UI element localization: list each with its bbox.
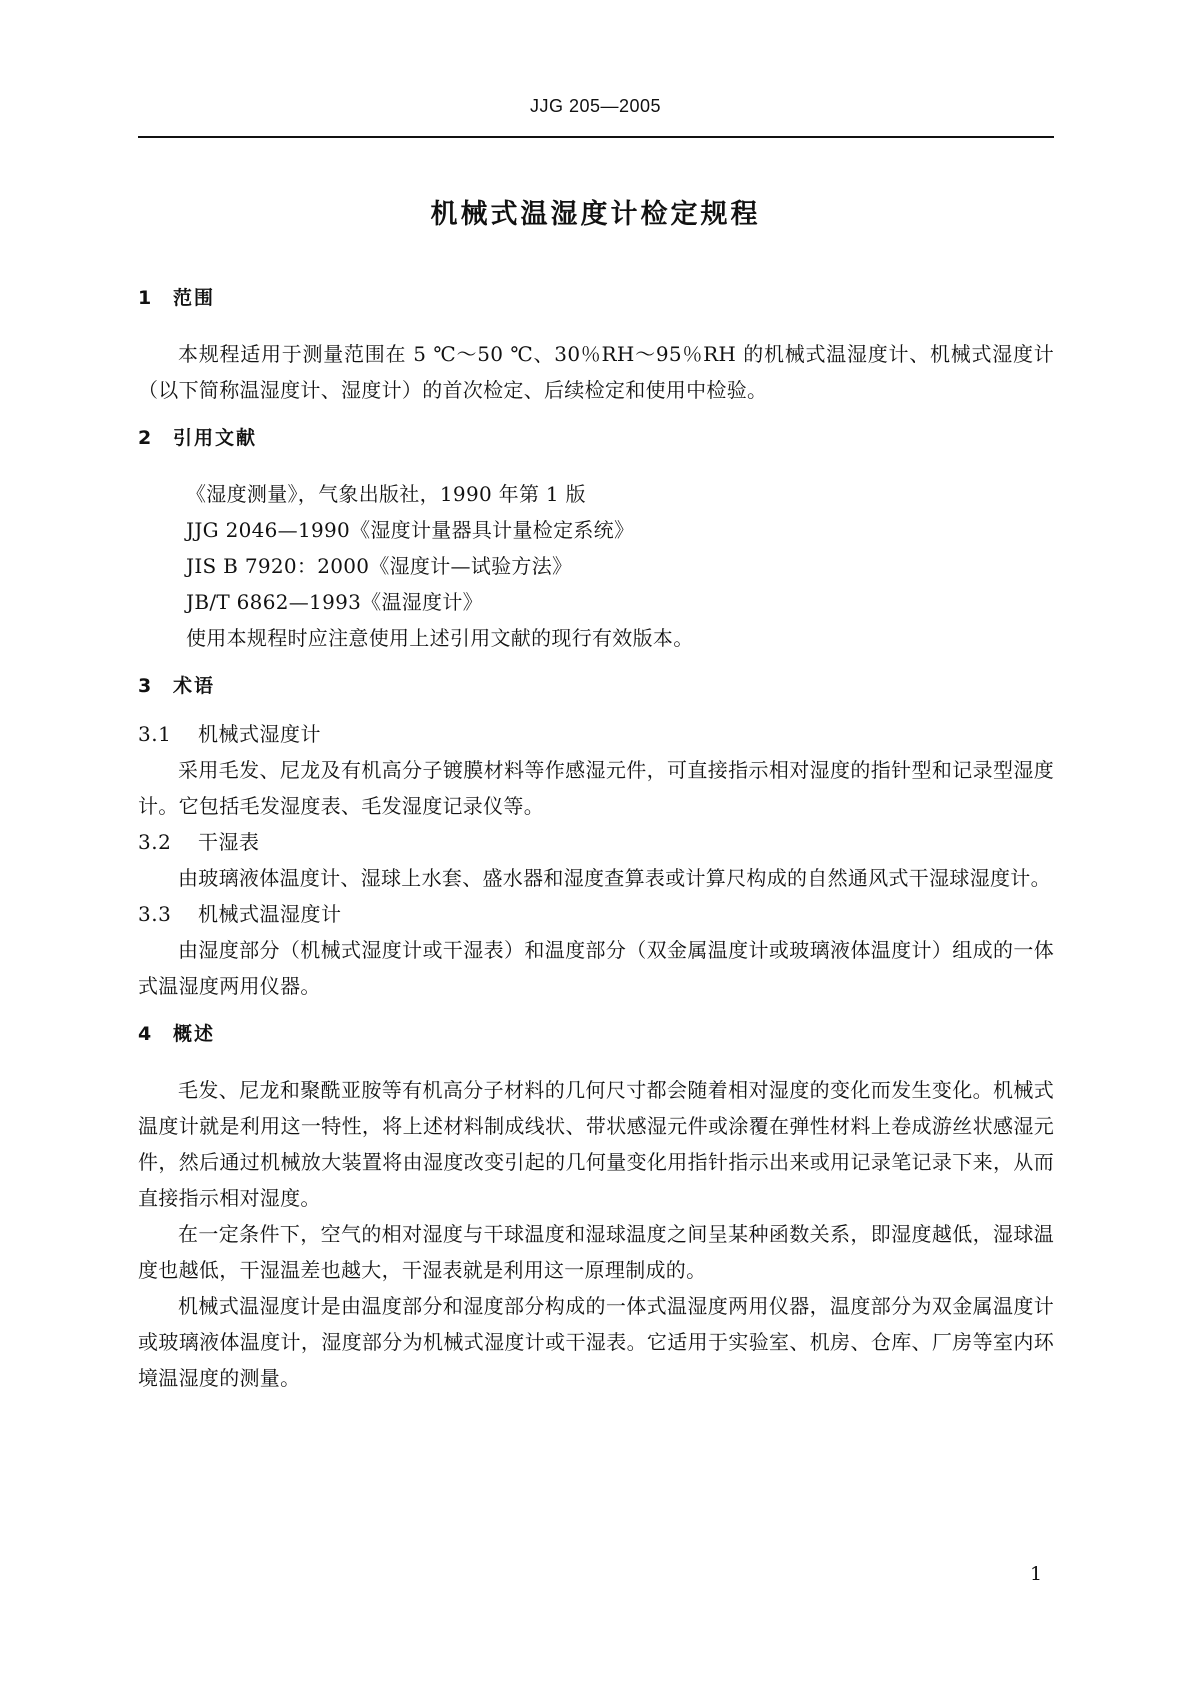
- section-title: 术语: [173, 675, 216, 697]
- document-code-header: JJG 205—2005: [529, 96, 662, 116]
- overview-paragraph: 毛发、尼龙和聚酰亚胺等有机高分子材料的几何尺寸都会随着相对湿度的变化而发生变化。机械式温度计就是利用这一特性，将上述材料制成线状、带状感湿元件或涂覆在弹性材料上卷成游丝状感湿元件，然后通过机械放大装置将由湿度改变引起的几何量变化用指针指示出来或用记录笔记录下来，从而直接指示相对湿度。: [138, 1078, 1054, 1210]
- section-number: 1: [138, 287, 154, 309]
- document-title: 机械式温湿度计检定规程: [430, 199, 761, 230]
- section-heading-terms: [138, 668, 1054, 704]
- overview-paragraph: 在一定条件下，空气的相对湿度与干球温度和湿球温度之间呈某种函数关系，即湿度越低，湿球温度也越低，干湿温差也越大，干湿表就是利用这一原理制成的。: [138, 1222, 1054, 1282]
- reference-note: 使用本规程时应注意使用上述引用文献的现行有效版本。: [186, 626, 694, 650]
- section-heading-scope: [138, 280, 1054, 316]
- section-title: 概述: [173, 1023, 216, 1045]
- term-definition: 由湿度部分（机械式湿度计或干湿表）和温度部分（双金属温度计或玻璃液体温度计）组成的一体式温湿度两用仪器。: [138, 938, 1054, 998]
- subsection-heading: [138, 824, 1054, 860]
- overview-paragraph: 机械式温湿度计是由温度部分和湿度部分构成的一体式温湿度两用仪器，温度部分为双金属温度计或玻璃液体温度计，湿度部分为机械式湿度计或干湿表。它适用于实验室、机房、仓库、厂房等室内环境温湿度的测量。: [138, 1294, 1054, 1390]
- subsection-heading: [138, 716, 1054, 752]
- term-definition: 由玻璃液体温度计、湿球上水套、盛水器和湿度查算表或计算尺构成的自然通风式干湿球湿度计。: [178, 866, 1051, 890]
- subsection-number: 3.1: [138, 722, 172, 746]
- scope-paragraph: 本规程适用于测量范围在 5 ℃～50 ℃、30％RH～95％RH 的机械式温湿度计、机械式湿度计（以下简称温湿度计、湿度计）的首次检定、后续检定和使用中检验。: [138, 342, 1054, 402]
- section-heading-overview: [138, 1016, 1054, 1052]
- document-body: [138, 280, 1054, 1396]
- subsection-number: 3.3: [138, 902, 172, 926]
- term-definition: 采用毛发、尼龙及有机高分子镀膜材料等作感湿元件，可直接指示相对湿度的指针型和记录型湿度计。它包括毛发湿度表、毛发湿度记录仪等。: [138, 758, 1054, 818]
- section-number: 2: [138, 427, 154, 449]
- reference-item: 《湿度测量》，气象出版社，1990 年第 1 版: [186, 482, 586, 506]
- subsection-title: 机械式湿度计: [198, 722, 321, 746]
- subsection-number: 3.2: [138, 830, 172, 854]
- reference-item: JIS B 7920：2000《湿度计—试验方法》: [186, 554, 573, 578]
- reference-item: JJG 2046—1990《湿度计量器具计量检定系统》: [186, 518, 635, 542]
- page-number: 1: [1030, 1563, 1043, 1585]
- subsection-heading: [138, 896, 1054, 932]
- header-divider: [138, 136, 1054, 138]
- section-number: 4: [138, 1023, 154, 1045]
- subsection-title: 机械式温湿度计: [198, 902, 342, 926]
- section-title: 引用文献: [173, 427, 258, 449]
- section-title: 范围: [173, 287, 216, 309]
- subsection-title: 干湿表: [198, 830, 260, 854]
- section-heading-references: [138, 420, 1054, 456]
- section-number: 3: [138, 675, 154, 697]
- reference-item: JB/T 6862—1993《温湿度计》: [186, 590, 483, 614]
